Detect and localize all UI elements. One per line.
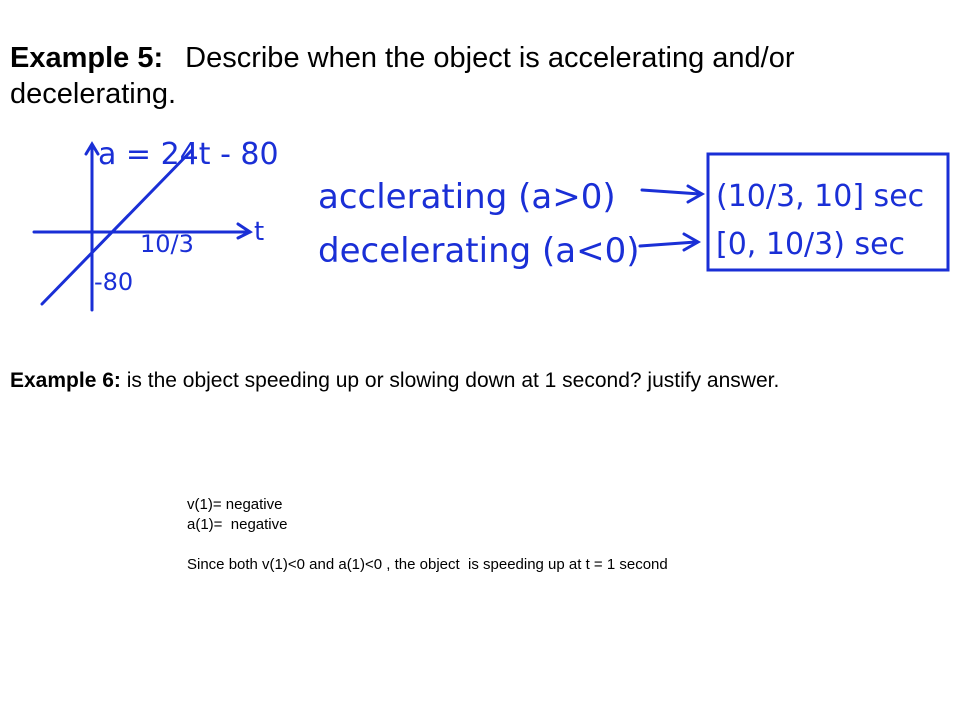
example-6-heading	[10, 366, 910, 395]
v1-line: v(1)= negative	[187, 496, 283, 513]
decelerating-interval: [0, 10/3) sec	[716, 227, 906, 262]
accelerating-interval: (10/3, 10] sec	[716, 179, 925, 214]
example-5-label: Example 5:	[10, 42, 164, 74]
answer-spacer	[187, 535, 668, 555]
accelerating-arrow-icon	[642, 190, 700, 194]
example-6-question: is the object speeding up or slowing down at 1 second? justify answer.	[126, 369, 780, 392]
example-5-question: Describe when the object is accelerating and/or decelerating.	[10, 42, 795, 110]
example-5-heading	[10, 40, 910, 112]
intercept-label: -80	[94, 268, 134, 296]
decelerating-text: decelerating (a<0)	[318, 231, 640, 271]
root-label: 10/3	[140, 230, 194, 258]
example-6-label: Example 6:	[10, 369, 121, 392]
decelerating-arrow-icon	[640, 242, 696, 246]
handwritten-solution	[0, 128, 960, 328]
accelerating-text: acclerating (a>0)	[318, 177, 616, 217]
equation-label: a = 24t - 80	[98, 137, 279, 172]
example-6-answer	[187, 495, 668, 575]
a1-line: a(1)= negative	[187, 516, 288, 533]
t-axis-label: t	[254, 217, 265, 247]
conclusion-line: Since both v(1)<0 and a(1)<0 , the object is speeding up at t = 1 second	[187, 556, 668, 573]
